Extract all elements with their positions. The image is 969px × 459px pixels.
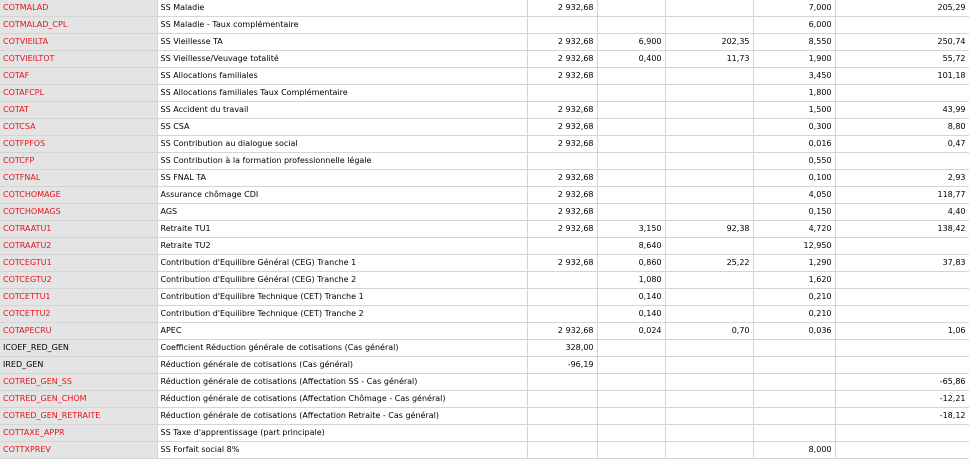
row-code-cell[interactable]: COTTAXE_APPR [0, 425, 157, 442]
row-code-cell[interactable]: COTAFCPL [0, 85, 157, 102]
row-label-cell[interactable]: SS Forfait social 8% [157, 442, 527, 459]
row-employee-amount-cell[interactable] [665, 0, 753, 17]
row-base-cell[interactable] [527, 289, 597, 306]
row-employer-amount-cell[interactable]: 1,06 [835, 323, 969, 340]
table-row[interactable] [0, 425, 969, 442]
table-row[interactable] [0, 102, 969, 119]
row-code-cell[interactable]: COTRED_GEN_SS [0, 374, 157, 391]
table-row[interactable] [0, 187, 969, 204]
row-employee-amount-cell[interactable] [665, 357, 753, 374]
row-employee-rate-cell[interactable]: 0,400 [597, 51, 665, 68]
row-employee-rate-cell[interactable] [597, 136, 665, 153]
row-employee-amount-cell[interactable] [665, 204, 753, 221]
row-employee-rate-cell[interactable]: 3,150 [597, 221, 665, 238]
row-label-cell[interactable]: Contribution d'Equilibre Technique (CET) Tranche 2 [157, 306, 527, 323]
row-label-cell[interactable]: Contribution d'Equilibre Général (CEG) Tranche 1 [157, 255, 527, 272]
row-employer-rate-cell[interactable] [753, 391, 835, 408]
row-employee-rate-cell[interactable] [597, 340, 665, 357]
row-label-cell[interactable]: SS Vieillesse/Veuvage totalité [157, 51, 527, 68]
row-base-cell[interactable]: 2 932,68 [527, 255, 597, 272]
row-label-cell[interactable]: SS Maladie [157, 0, 527, 17]
row-employer-amount-cell[interactable]: 138,42 [835, 221, 969, 238]
row-employee-rate-cell[interactable] [597, 357, 665, 374]
row-employer-amount-cell[interactable] [835, 17, 969, 34]
row-employee-rate-cell[interactable] [597, 85, 665, 102]
row-employer-rate-cell[interactable]: 1,620 [753, 272, 835, 289]
row-code-cell[interactable]: ICOEF_RED_GEN [0, 340, 157, 357]
row-employee-rate-cell[interactable] [597, 374, 665, 391]
row-label-cell[interactable]: Retraite TU1 [157, 221, 527, 238]
row-employer-amount-cell[interactable]: 250,74 [835, 34, 969, 51]
table-row[interactable] [0, 238, 969, 255]
row-employer-amount-cell[interactable] [835, 85, 969, 102]
row-employer-rate-cell[interactable]: 8,550 [753, 34, 835, 51]
table-row[interactable] [0, 323, 969, 340]
row-employer-rate-cell[interactable]: 1,500 [753, 102, 835, 119]
row-employer-rate-cell[interactable] [753, 357, 835, 374]
row-employee-rate-cell[interactable] [597, 102, 665, 119]
row-base-cell[interactable]: 2 932,68 [527, 68, 597, 85]
row-label-cell[interactable]: Contribution d'Equilibre Général (CEG) Tranche 2 [157, 272, 527, 289]
row-employer-amount-cell[interactable]: 8,80 [835, 119, 969, 136]
row-employer-rate-cell[interactable] [753, 425, 835, 442]
row-base-cell[interactable] [527, 272, 597, 289]
row-base-cell[interactable] [527, 408, 597, 425]
table-row[interactable] [0, 289, 969, 306]
row-base-cell[interactable]: -96,19 [527, 357, 597, 374]
table-row[interactable] [0, 391, 969, 408]
row-base-cell[interactable]: 2 932,68 [527, 323, 597, 340]
row-code-cell[interactable]: COTVIEILTOT [0, 51, 157, 68]
row-employee-rate-cell[interactable] [597, 204, 665, 221]
row-base-cell[interactable] [527, 85, 597, 102]
row-employer-amount-cell[interactable]: -18,12 [835, 408, 969, 425]
row-label-cell[interactable]: SS Taxe d'apprentissage (part principale) [157, 425, 527, 442]
table-row[interactable] [0, 306, 969, 323]
row-employee-rate-cell[interactable] [597, 0, 665, 17]
row-employee-rate-cell[interactable]: 1,080 [597, 272, 665, 289]
row-base-cell[interactable]: 2 932,68 [527, 187, 597, 204]
row-code-cell[interactable]: COTRAATU1 [0, 221, 157, 238]
row-employer-amount-cell[interactable] [835, 272, 969, 289]
row-employee-rate-cell[interactable] [597, 425, 665, 442]
row-label-cell[interactable]: Réduction générale de cotisations (Affectation SS - Cas général) [157, 374, 527, 391]
row-employer-rate-cell[interactable]: 0,210 [753, 306, 835, 323]
row-employer-rate-cell[interactable]: 0,210 [753, 289, 835, 306]
table-row[interactable] [0, 119, 969, 136]
row-label-cell[interactable]: Réduction générale de cotisations (Affectation Retraite - Cas général) [157, 408, 527, 425]
row-employee-amount-cell[interactable] [665, 153, 753, 170]
row-base-cell[interactable]: 328,00 [527, 340, 597, 357]
row-base-cell[interactable] [527, 425, 597, 442]
row-employer-amount-cell[interactable]: 205,29 [835, 0, 969, 17]
row-employee-amount-cell[interactable] [665, 425, 753, 442]
row-employer-amount-cell[interactable]: -12,21 [835, 391, 969, 408]
row-employee-amount-cell[interactable] [665, 17, 753, 34]
row-employer-rate-cell[interactable]: 1,800 [753, 85, 835, 102]
row-code-cell[interactable]: COTRED_GEN_CHOM [0, 391, 157, 408]
table-row[interactable] [0, 153, 969, 170]
row-employee-amount-cell[interactable] [665, 136, 753, 153]
row-employer-amount-cell[interactable]: 2,93 [835, 170, 969, 187]
row-employee-amount-cell[interactable]: 11,73 [665, 51, 753, 68]
row-label-cell[interactable]: SS Contribution au dialogue social [157, 136, 527, 153]
row-employee-rate-cell[interactable] [597, 170, 665, 187]
table-row[interactable] [0, 204, 969, 221]
table-row[interactable] [0, 17, 969, 34]
row-employer-amount-cell[interactable]: 43,99 [835, 102, 969, 119]
row-employee-rate-cell[interactable]: 0,860 [597, 255, 665, 272]
row-employee-rate-cell[interactable] [597, 17, 665, 34]
table-row[interactable] [0, 136, 969, 153]
row-employer-rate-cell[interactable]: 8,000 [753, 442, 835, 459]
row-employer-amount-cell[interactable] [835, 289, 969, 306]
row-base-cell[interactable] [527, 153, 597, 170]
row-employer-rate-cell[interactable]: 0,300 [753, 119, 835, 136]
row-employee-amount-cell[interactable] [665, 340, 753, 357]
row-base-cell[interactable] [527, 306, 597, 323]
row-employee-rate-cell[interactable] [597, 153, 665, 170]
row-employer-amount-cell[interactable]: 101,18 [835, 68, 969, 85]
row-label-cell[interactable]: SS Allocations familiales [157, 68, 527, 85]
row-employer-rate-cell[interactable] [753, 408, 835, 425]
row-label-cell[interactable]: Retraite TU2 [157, 238, 527, 255]
row-employee-amount-cell[interactable] [665, 119, 753, 136]
table-row[interactable] [0, 68, 969, 85]
row-label-cell[interactable]: SS CSA [157, 119, 527, 136]
row-base-cell[interactable] [527, 391, 597, 408]
table-row[interactable] [0, 170, 969, 187]
row-employer-rate-cell[interactable]: 0,016 [753, 136, 835, 153]
row-employee-rate-cell[interactable]: 6,900 [597, 34, 665, 51]
row-employee-amount-cell[interactable] [665, 85, 753, 102]
row-code-cell[interactable]: COTRAATU2 [0, 238, 157, 255]
row-base-cell[interactable]: 2 932,68 [527, 204, 597, 221]
row-employer-amount-cell[interactable]: 118,77 [835, 187, 969, 204]
row-employer-rate-cell[interactable] [753, 374, 835, 391]
row-employer-amount-cell[interactable]: 55,72 [835, 51, 969, 68]
row-employer-amount-cell[interactable] [835, 340, 969, 357]
row-employer-rate-cell[interactable]: 7,000 [753, 0, 835, 17]
row-code-cell[interactable]: COTCHOMAGS [0, 204, 157, 221]
row-employee-amount-cell[interactable] [665, 374, 753, 391]
row-employee-amount-cell[interactable] [665, 272, 753, 289]
row-label-cell[interactable]: SS Allocations familiales Taux Complémentaire [157, 85, 527, 102]
row-employer-amount-cell[interactable]: 37,83 [835, 255, 969, 272]
row-base-cell[interactable]: 2 932,68 [527, 34, 597, 51]
row-employer-amount-cell[interactable] [835, 357, 969, 374]
row-code-cell[interactable]: COTCSA [0, 119, 157, 136]
row-employee-rate-cell[interactable] [597, 187, 665, 204]
table-row[interactable] [0, 340, 969, 357]
table-row[interactable] [0, 255, 969, 272]
row-label-cell[interactable]: SS Maladie - Taux complémentaire [157, 17, 527, 34]
row-base-cell[interactable]: 2 932,68 [527, 102, 597, 119]
table-row[interactable] [0, 374, 969, 391]
row-label-cell[interactable]: SS FNAL TA [157, 170, 527, 187]
row-label-cell[interactable]: SS Accident du travail [157, 102, 527, 119]
row-employee-amount-cell[interactable] [665, 289, 753, 306]
row-label-cell[interactable]: SS Contribution à la formation professionnelle légale [157, 153, 527, 170]
table-row[interactable] [0, 51, 969, 68]
row-employee-amount-cell[interactable] [665, 187, 753, 204]
row-base-cell[interactable]: 2 932,68 [527, 170, 597, 187]
row-employee-rate-cell[interactable] [597, 391, 665, 408]
row-code-cell[interactable]: COTAF [0, 68, 157, 85]
row-code-cell[interactable]: COTVIEILTA [0, 34, 157, 51]
row-base-cell[interactable]: 2 932,68 [527, 136, 597, 153]
row-code-cell[interactable]: COTCETTU1 [0, 289, 157, 306]
table-row[interactable] [0, 272, 969, 289]
row-employee-amount-cell[interactable] [665, 68, 753, 85]
row-label-cell[interactable]: Contribution d'Equilibre Technique (CET) Tranche 1 [157, 289, 527, 306]
row-employer-rate-cell[interactable]: 3,450 [753, 68, 835, 85]
row-label-cell[interactable]: APEC [157, 323, 527, 340]
row-employee-rate-cell[interactable]: 8,640 [597, 238, 665, 255]
row-employer-amount-cell[interactable] [835, 153, 969, 170]
row-employee-amount-cell[interactable]: 92,38 [665, 221, 753, 238]
row-base-cell[interactable]: 2 932,68 [527, 221, 597, 238]
row-employer-amount-cell[interactable]: 0,47 [835, 136, 969, 153]
row-base-cell[interactable] [527, 17, 597, 34]
table-row[interactable] [0, 0, 969, 17]
row-employee-amount-cell[interactable] [665, 238, 753, 255]
row-employer-amount-cell[interactable] [835, 425, 969, 442]
row-code-cell[interactable]: COTCEGTU2 [0, 272, 157, 289]
row-employee-rate-cell[interactable] [597, 68, 665, 85]
row-employee-rate-cell[interactable] [597, 408, 665, 425]
row-employee-amount-cell[interactable]: 0,70 [665, 323, 753, 340]
row-employee-amount-cell[interactable]: 25,22 [665, 255, 753, 272]
row-employer-amount-cell[interactable] [835, 238, 969, 255]
row-employee-rate-cell[interactable]: 0,140 [597, 289, 665, 306]
row-code-cell[interactable]: IRED_GEN [0, 357, 157, 374]
row-code-cell[interactable]: COTAT [0, 102, 157, 119]
row-base-cell[interactable] [527, 374, 597, 391]
row-base-cell[interactable]: 2 932,68 [527, 0, 597, 17]
row-employer-rate-cell[interactable]: 12,950 [753, 238, 835, 255]
row-base-cell[interactable]: 2 932,68 [527, 51, 597, 68]
row-employer-amount-cell[interactable]: -65,86 [835, 374, 969, 391]
row-label-cell[interactable]: Réduction générale de cotisations (Cas général) [157, 357, 527, 374]
row-code-cell[interactable]: COTMALAD_CPL [0, 17, 157, 34]
row-code-cell[interactable]: COTCEGTU1 [0, 255, 157, 272]
row-employer-rate-cell[interactable]: 0,150 [753, 204, 835, 221]
table-row[interactable] [0, 357, 969, 374]
row-employer-rate-cell[interactable]: 6,000 [753, 17, 835, 34]
row-label-cell[interactable]: Coefficient Réduction générale de cotisations (Cas général) [157, 340, 527, 357]
row-employer-rate-cell[interactable]: 1,900 [753, 51, 835, 68]
row-employer-rate-cell[interactable]: 0,550 [753, 153, 835, 170]
row-employer-amount-cell[interactable] [835, 306, 969, 323]
row-code-cell[interactable]: COTCETTU2 [0, 306, 157, 323]
row-code-cell[interactable]: COTFPFOS [0, 136, 157, 153]
row-label-cell[interactable]: SS Vieillesse TA [157, 34, 527, 51]
row-label-cell[interactable]: Assurance chômage CDI [157, 187, 527, 204]
row-employer-rate-cell[interactable]: 0,036 [753, 323, 835, 340]
row-employer-rate-cell[interactable]: 1,290 [753, 255, 835, 272]
table-row[interactable] [0, 85, 969, 102]
row-code-cell[interactable]: COTCFP [0, 153, 157, 170]
row-code-cell[interactable]: COTCHOMAGE [0, 187, 157, 204]
row-employee-amount-cell[interactable] [665, 408, 753, 425]
row-base-cell[interactable]: 2 932,68 [527, 119, 597, 136]
row-employer-rate-cell[interactable]: 4,050 [753, 187, 835, 204]
row-employee-amount-cell[interactable]: 202,35 [665, 34, 753, 51]
row-employee-rate-cell[interactable] [597, 119, 665, 136]
row-code-cell[interactable]: COTRED_GEN_RETRAITE [0, 408, 157, 425]
row-employee-amount-cell[interactable] [665, 306, 753, 323]
row-employer-rate-cell[interactable] [753, 340, 835, 357]
row-employer-amount-cell[interactable]: 4,40 [835, 204, 969, 221]
row-employee-amount-cell[interactable] [665, 391, 753, 408]
table-row[interactable] [0, 408, 969, 425]
row-employer-rate-cell[interactable]: 4,720 [753, 221, 835, 238]
row-label-cell[interactable]: AGS [157, 204, 527, 221]
table-row[interactable] [0, 34, 969, 51]
row-code-cell[interactable]: COTFNAL [0, 170, 157, 187]
row-employer-rate-cell[interactable]: 0,100 [753, 170, 835, 187]
row-employee-rate-cell[interactable]: 0,140 [597, 306, 665, 323]
row-employee-rate-cell[interactable]: 0,024 [597, 323, 665, 340]
row-employee-amount-cell[interactable] [665, 102, 753, 119]
table-row[interactable] [0, 221, 969, 238]
row-employee-amount-cell[interactable] [665, 170, 753, 187]
row-code-cell[interactable]: COTMALAD [0, 0, 157, 17]
row-code-cell[interactable]: COTTXPREV [0, 442, 157, 459]
row-code-cell[interactable]: COTAPECRU [0, 323, 157, 340]
row-label-cell[interactable]: Réduction générale de cotisations (Affectation Chômage - Cas général) [157, 391, 527, 408]
row-base-cell[interactable] [527, 238, 597, 255]
